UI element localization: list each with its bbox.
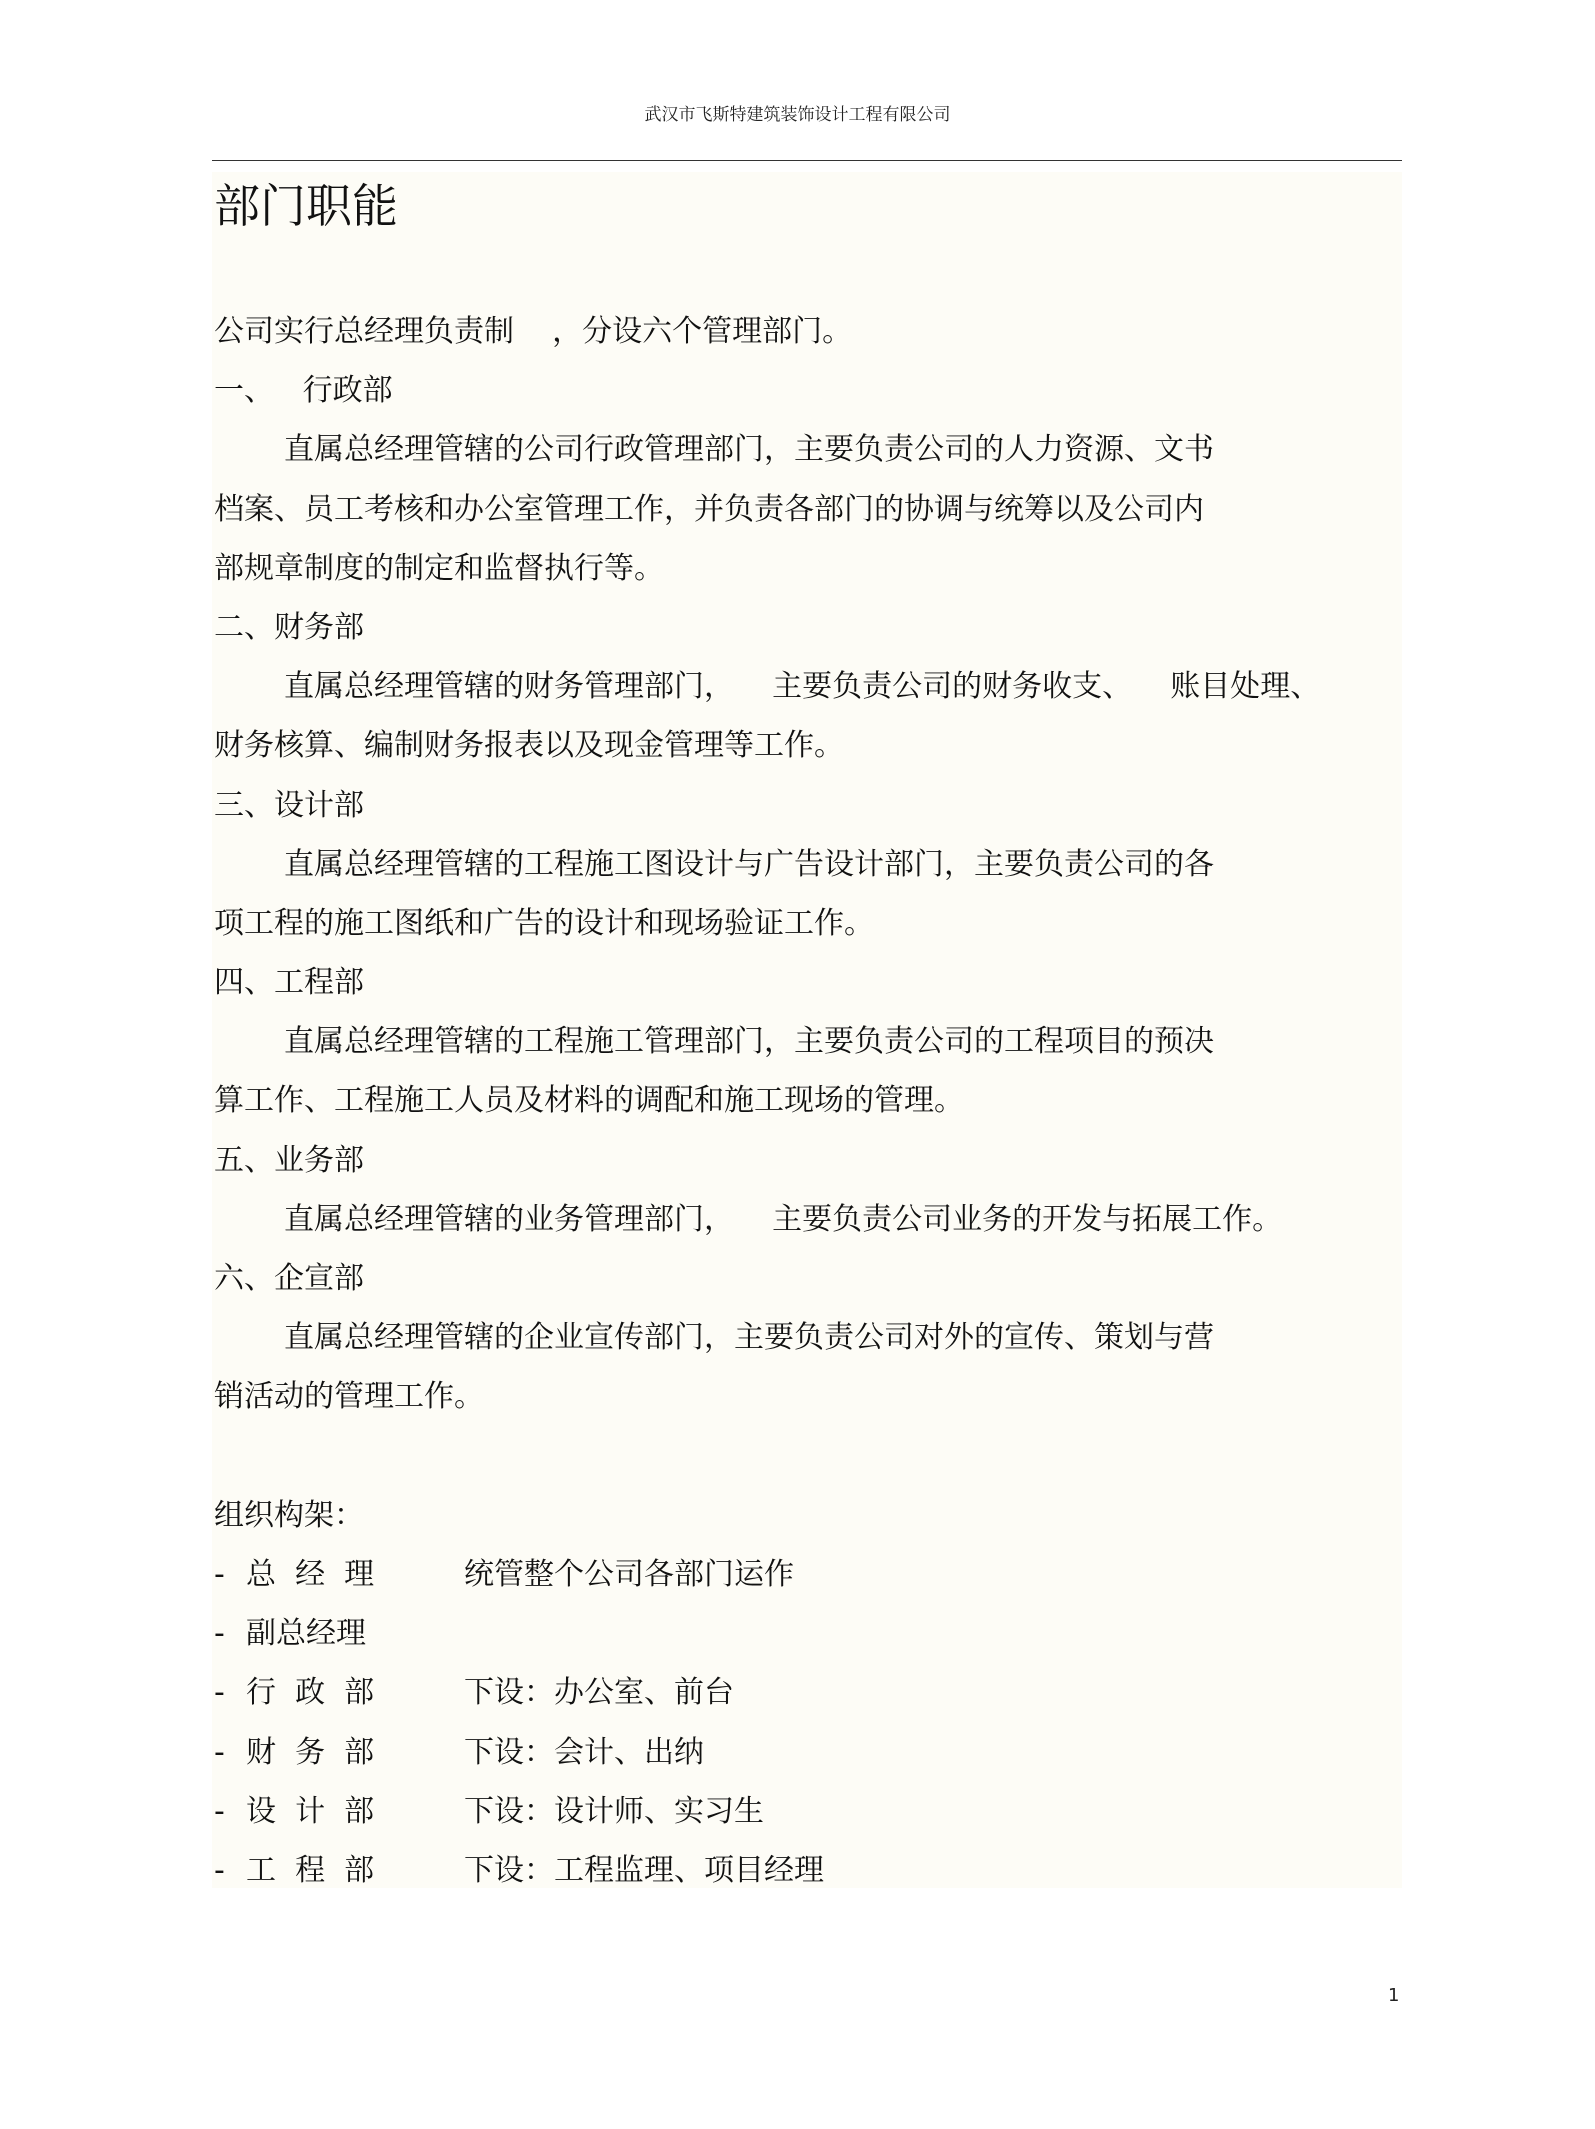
page-title: 部门职能 bbox=[214, 179, 398, 233]
department-list bbox=[214, 361, 1399, 1426]
org-row-dash: - bbox=[214, 1675, 225, 1711]
department-heading: 五、业务部 bbox=[214, 1142, 364, 1178]
org-row-name: 设 计 部 bbox=[246, 1793, 375, 1829]
org-row-description: 下设：会计、出纳 bbox=[464, 1734, 704, 1770]
department-description-line: 直属总经理管辖的工程施工管理部门，主要负责公司的工程项目的预决 bbox=[284, 1024, 1214, 1060]
department-description-line: 项工程的施工图纸和广告的设计和现场验证工作。 bbox=[214, 905, 874, 941]
org-row bbox=[214, 1545, 1399, 1604]
org-row-name: 财 务 部 bbox=[246, 1734, 375, 1770]
org-row-description: 统管整个公司各部门运作 bbox=[464, 1556, 794, 1592]
org-row-dash: - bbox=[214, 1852, 225, 1888]
org-row-name: 总 经 理 bbox=[246, 1556, 375, 1592]
department-description-line: 档案、员工考核和办公室管理工作，并负责各部门的协调与统筹以及公司内 bbox=[214, 491, 1204, 527]
org-row-dash: - bbox=[214, 1793, 225, 1829]
department-heading: 二、财务部 bbox=[214, 609, 364, 645]
org-row bbox=[214, 1663, 1399, 1722]
org-row-dash: - bbox=[214, 1734, 225, 1770]
department-description-line: 部规章制度的制定和监督执行等。 bbox=[214, 550, 664, 586]
department-description-line: 直属总经理管辖的财务管理部门， 主要负责公司的财务收支、 账目处理、 bbox=[284, 669, 1321, 705]
department-heading: 一、 行政部 bbox=[214, 373, 393, 409]
org-row-name: 工 程 部 bbox=[246, 1852, 375, 1888]
department-description-line: 销活动的管理工作。 bbox=[214, 1379, 484, 1415]
org-label: 组织构架： bbox=[214, 1497, 364, 1533]
org-row bbox=[214, 1782, 1399, 1841]
department-heading: 六、企宣部 bbox=[214, 1261, 364, 1296]
document-body bbox=[214, 172, 1399, 1900]
department-description-line: 财务核算、编制财务报表以及现金管理等工作。 bbox=[214, 728, 844, 764]
department-description-line: 算工作、工程施工人员及材料的调配和施工现场的管理。 bbox=[214, 1083, 964, 1119]
org-row bbox=[214, 1723, 1399, 1782]
department-description-line: 直属总经理管辖的工程施工图设计与广告设计部门，主要负责公司的各 bbox=[284, 846, 1214, 882]
department-description-line: 直属总经理管辖的企业宣传部门，主要负责公司对外的宣传、策划与营 bbox=[284, 1320, 1214, 1356]
org-row-description: 下设：设计师、实习生 bbox=[464, 1793, 764, 1829]
org-row-name: 副总经理 bbox=[246, 1616, 366, 1652]
org-row-description: 下设：办公室、前台 bbox=[464, 1675, 734, 1711]
org-row bbox=[214, 1604, 1399, 1663]
page-number: 1 bbox=[1388, 1985, 1400, 2006]
department-description-line: 直属总经理管辖的公司行政管理部门，主要负责公司的人力资源、文书 bbox=[284, 432, 1214, 468]
org-row-dash: - bbox=[214, 1616, 225, 1652]
org-row-description: 下设：工程监理、项目经理 bbox=[464, 1852, 824, 1888]
org-row-name: 行 政 部 bbox=[246, 1675, 375, 1711]
section-spacer bbox=[214, 1427, 1399, 1486]
org-row bbox=[214, 1841, 1399, 1900]
org-row-dash: - bbox=[214, 1556, 225, 1592]
department-description-line: 直属总经理管辖的业务管理部门， 主要负责公司业务的开发与拓展工作。 bbox=[284, 1201, 1283, 1237]
header-divider bbox=[212, 160, 1402, 161]
org-structure-list bbox=[214, 1545, 1399, 1900]
department-heading: 四、工程部 bbox=[214, 965, 364, 1001]
department-heading: 三、设计部 bbox=[214, 787, 364, 823]
intro-text: 公司实行总经理负责制 ，分设六个管理部门。 bbox=[214, 314, 853, 349]
page-header: 武汉市飞斯特建筑装饰设计工程有限公司 bbox=[644, 105, 951, 125]
